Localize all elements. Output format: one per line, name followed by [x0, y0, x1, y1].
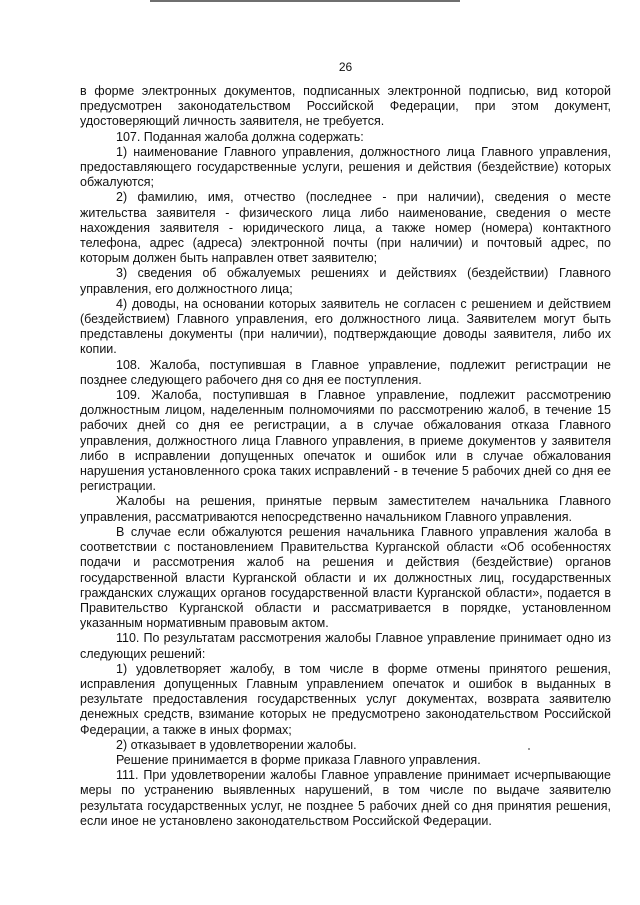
- paragraph-110-item-2: 2) отказывает в удовлетворении жалобы.: [116, 737, 357, 752]
- paragraph-108: 108. Жалоба, поступившая в Главное управление, подлежит регистрации не позднее следующего рабочего дня со дня ее поступления.: [80, 357, 611, 387]
- paragraph-107: 107. Поданная жалоба должна содержать:: [116, 129, 364, 144]
- paragraph-109: 109. Жалоба, поступившая в Главное управление, подлежит рассмотрению должностным лицом, наделенным полномочиями по рассмотрению жалоб, в течение 15 рабочих дней со дня ее регистрации, а в случае обжалования отказа Главного управления, должностного лица Главного управления, в приеме документов у заявителя либо в исправлении допущенных опечаток и ошибок или в случае обжалования нарушения установленного срока таких исправлений - в течение 5 рабочих дней со дня ее регистрации.: [80, 388, 611, 494]
- paragraph-110-decision-form: Решение принимается в форме приказа Главного управления.: [116, 752, 481, 767]
- paragraph-109-deputy-complaints: Жалобы на решения, принятые первым заместителем начальника Главного управления, рассматриваются непосредственно начальником Главного управления.: [80, 494, 611, 524]
- paragraph-110-item-1: 1) удовлетворяет жалобу, в том числе в форме отмены принятого решения, исправления допущенных Главным управлением опечаток и ошибок в выданных в результате предоставления государственных услуг документах, возврата заявителю денежных средств, взимание которых не предусмотрено законодательством Российской Федерации, а также в иных формах;: [80, 661, 611, 737]
- paragraph-107-item-4: 4) доводы, на основании которых заявитель не согласен с решением и действием (бездействием) Главного управления, его должностного лица. Заявителем могут быть представлены документы (при наличии), подтверждающие доводы заявителя, либо их копии.: [80, 296, 611, 357]
- page-number: 26: [338, 60, 353, 74]
- document-body: [80, 84, 611, 829]
- paragraph-111: 111. При удовлетворении жалобы Главное управление принимает исчерпывающие меры по устранению выявленных нарушений, в том числе по выдаче заявителю результата государственных услуг, не позднее 5 рабочих дней со дня принятия решения, если иное не установлено законодательством Российской Федерации.: [80, 768, 611, 828]
- paragraph-110: 110. По результатам рассмотрения жалобы Главное управление принимает одно из следующих решений:: [80, 631, 611, 661]
- paragraph-107-item-2: 2) фамилию, имя, отчество (последнее - при наличии), сведения о месте жительства заявителя - физического лица либо наименование, сведения о месте нахождения заявителя - юридического лица, а также номер (номера) контактного телефона, адрес (адреса) электронной почты (при наличии) и почтовый адрес, по которым должен быть направлен ответ заявителю;: [80, 190, 611, 266]
- paragraph-continuation: в форме электронных документов, подписанных электронной подписью, вид которой предусмотрен законодательством Российской Федерации, при этом документ, удостоверяющий личность заявителя, не требуется.: [80, 84, 611, 129]
- paragraph-107-item-1: 1) наименование Главного управления, должностного лица Главного управления, предоставляющего государственные услуги, решения и действия (бездействие) которых обжалуются;: [80, 144, 611, 190]
- paragraph-109-head-complaints: В случае если обжалуются решения начальника Главного управления жалоба в соответствии с постановлением Правительства Курганской области «Об особенностях подачи и рассмотрения жалоб на решения и действия (бездействие) органов государственной власти Курганской области и их должностных лиц, государственных гражданских служащих органов государственной власти Курганской области», подается в Правительство Курганской области и рассматривается в порядке, установленном указанным нормативным правовым актом.: [80, 524, 611, 631]
- scan-speck: [528, 748, 530, 750]
- scan-top-edge: [150, 0, 460, 2]
- paragraph-107-item-3: 3) сведения об обжалуемых решениях и действиях (бездействии) Главного управления, его должностного лица;: [80, 266, 611, 296]
